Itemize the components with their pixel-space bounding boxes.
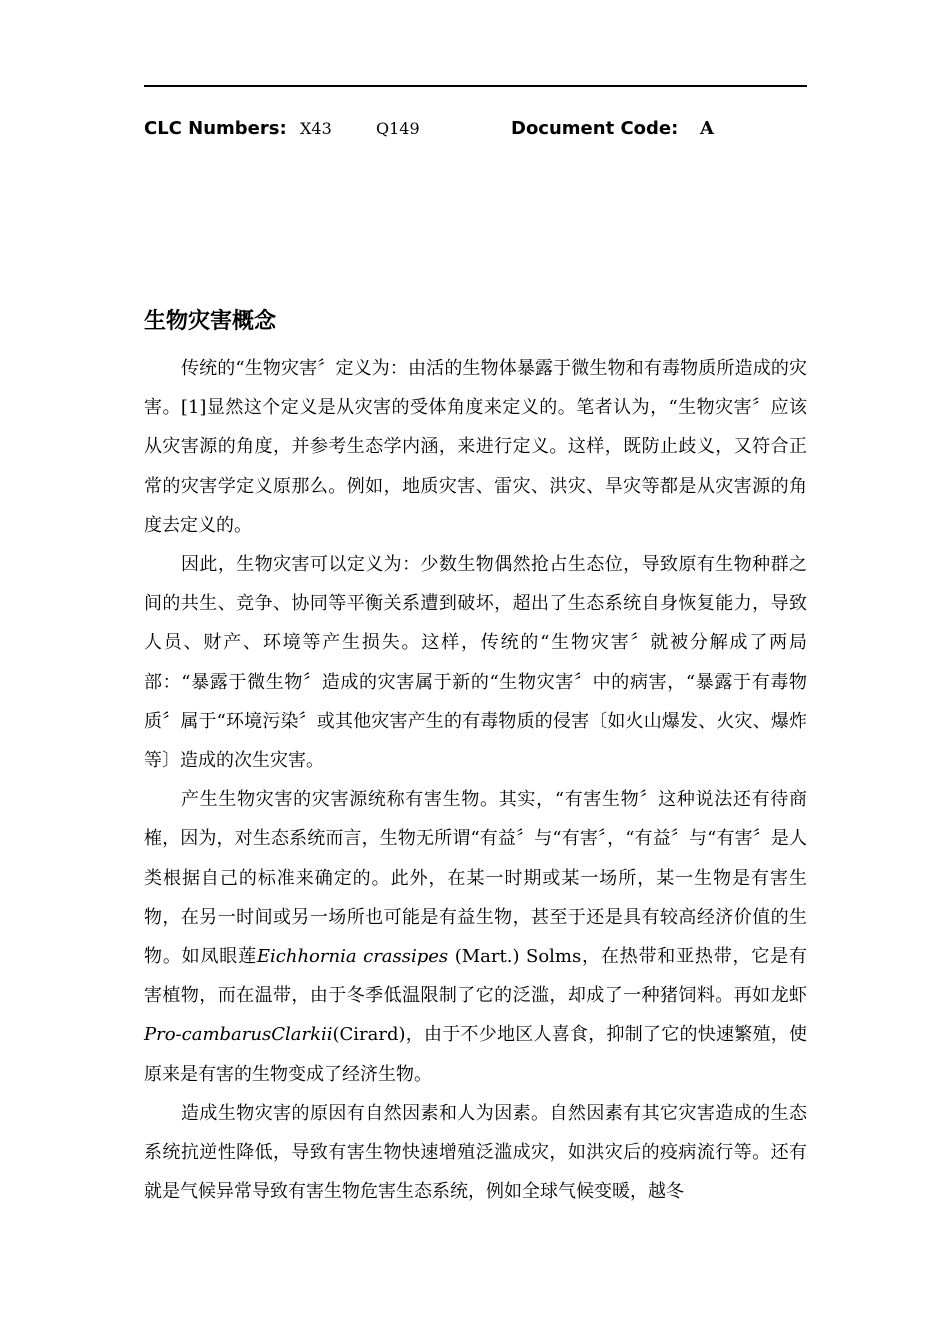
document-metadata [144,116,807,142]
paragraph [144,780,807,1094]
paragraph-text: (Mart.) Solms，在热带和亚热带，它是有害植物，而在温带，由于冬季低温限制了它的泛滥，却成了一种猪饲料。再如龙虾 [144,946,807,1007]
document-code-value: A [700,118,714,139]
clc-number-value: X43 [300,119,332,138]
clc-number-value: Q149 [376,119,420,138]
body-text [144,349,807,1211]
section-title: 生物灾害概念 [144,308,277,334]
paragraph-text: 产生生物灾害的灾害源统称有害生物。其实，“有害生物〞这种说法还有待商榷，因为，对生态系统而言，生物无所谓“有益〞与“有害〞，“有益〞与“有害〞是人类根据自己的标准来确定的。此外，在某一时期或某一场所，某一生物是有害生物，在另一时间或另一场所也可能是有益生物，甚至于还是具有较高经济价值的生物。如凤眼莲 [144,789,807,968]
species-name: Eichhornia crassipes [256,946,449,968]
paragraph: 造成生物灾害的原因有自然因素和人为因素。自然因素有其它灾害造成的生态系统抗逆性降低，导致有害生物快速增殖泛滥成灾，如洪灾后的疫病流行等。还有就是气候异常导致有害生物危害生态系统，例如全球气候变暖，越冬 [144,1102,807,1203]
paragraph: 因此，生物灾害可以定义为：少数生物偶然抢占生态位，导致原有生物种群之间的共生、竞争、协同等平衡关系遭到破坏，超出了生态系统自身恢复能力，导致人员、财产、环境等产生损失。这样，传统的“生物灾害〞就被分解成了两局部：“暴露于微生物〞造成的灾害属于新的“生物灾害〞中的病害，“暴露于有毒物质〞属于“环境污染〞或其他灾害产生的有毒物质的侵害〔如火山爆发、火灾、爆炸等〕造成的次生灾害。 [144,554,807,772]
species-name: Pro-cambarusClarkii [144,1024,333,1046]
clc-numbers-label: CLC Numbers: [144,118,287,139]
header-rule [144,85,807,87]
paragraph-text: (Cirard)，由于不少地区人喜食，抑制了它的快速繁殖，使原来是有害的生物变成了经济生物。 [144,1024,807,1085]
document-code-label: Document Code: [511,118,679,139]
paragraph: 传统的“生物灾害〞定义为：由活的生物体暴露于微生物和有毒物质所造成的灾害。[1]显然这个定义是从灾害的受体角度来定义的。笔者认为，“生物灾害〞应该从灾害源的角度，并参考生态学内涵，来进行定义。这样，既防止歧义，又符合正常的灾害学定义原那么。例如，地质灾害、雷灾、洪灾、旱灾等都是从灾害源的角度去定义的。 [144,358,807,536]
